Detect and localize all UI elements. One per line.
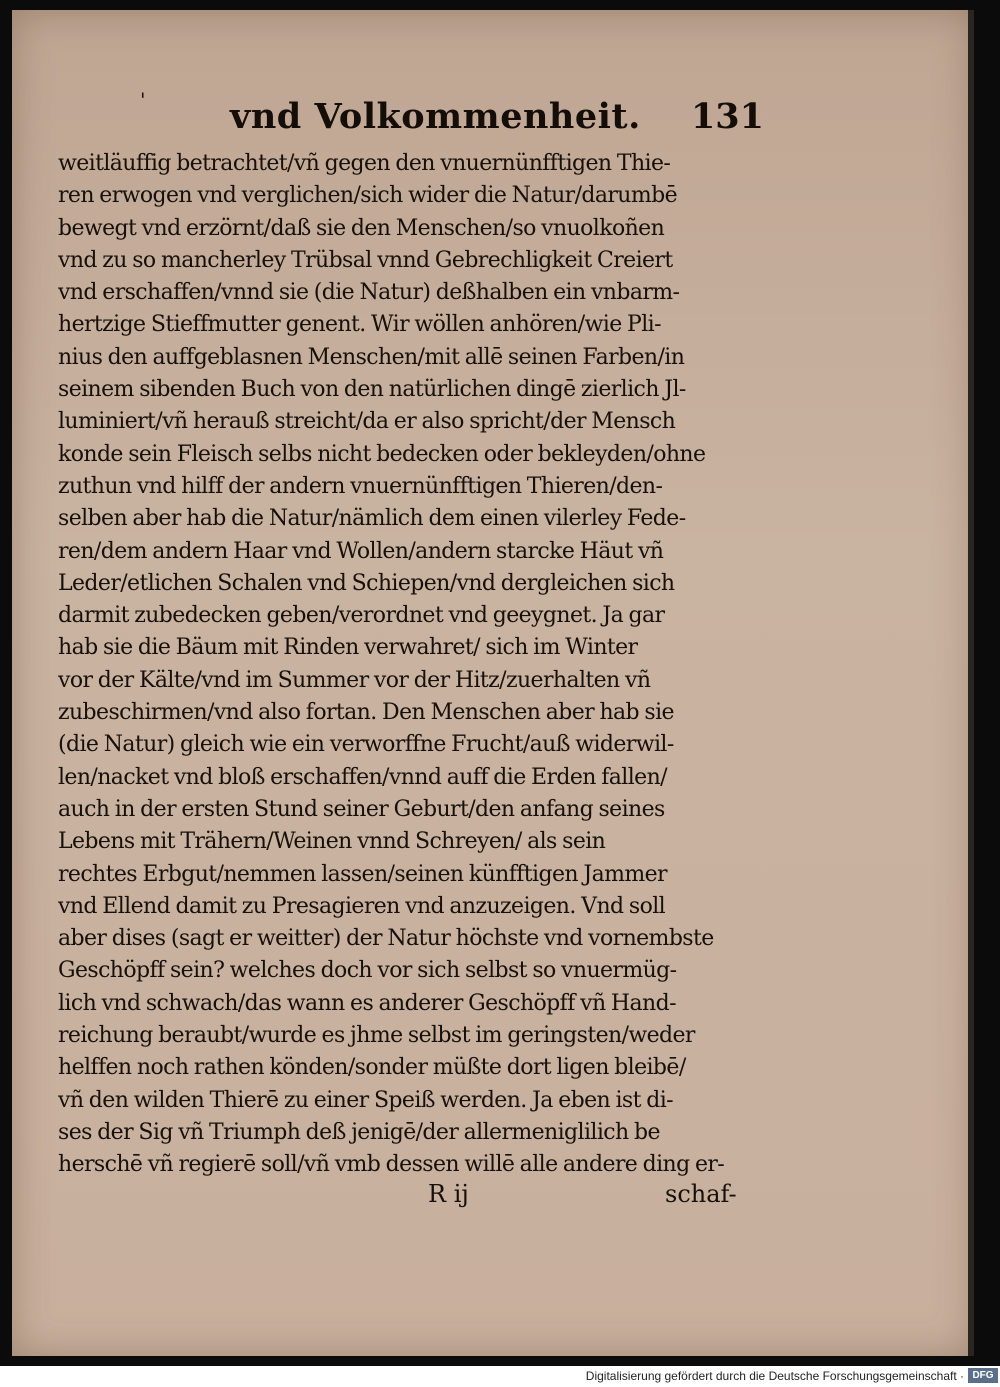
catchword: schaf-	[665, 1180, 737, 1208]
text-line: darmit zubedecken geben/verordnet vnd geeygnet. Ja gar	[58, 603, 665, 629]
text-line: konde sein Fleisch selbs nicht bedecken oder bekleyden/ohne	[58, 441, 706, 467]
text-line: vor der Kälte/vnd im Summer vor der Hitz/zuerhalten vñ	[58, 667, 651, 693]
page-number: 131	[690, 96, 764, 137]
text-line: ses der Sig vñ Triumph deß jenigē/der allermeniglilich be	[58, 1119, 660, 1145]
text-line: len/nacket vnd bloß erschaffen/vnnd auff die Erden fallen/	[58, 764, 667, 790]
text-line: hab sie die Bäum mit Rinden verwahret/ sich im Winter	[58, 635, 638, 661]
text-line: ren erwogen vnd verglichen/sich wider die Natur/darumbē	[58, 183, 678, 209]
text-line: aber dises (sagt er weitter) der Natur höchste vnd vornembste	[58, 926, 714, 952]
text-line: herschē vñ regierē soll/vñ vmb dessen willē alle andere ding er-	[58, 1152, 725, 1178]
text-line: bewegt vnd erzörnt/daß sie den Menschen/so vnuolkoñen	[58, 215, 665, 241]
text-line: (die Natur) gleich wie ein verworffne Frucht/auß widerwil-	[58, 732, 674, 758]
text-line: zubeschirmen/vnd also fortan. Den Menschen aber hab sie	[58, 700, 674, 726]
text-line: zuthun vnd hilff der andern vnuernünfftigen Thieren/den-	[58, 473, 663, 499]
text-line: Geschöpff sein? welches doch vor sich selbst so vnuermüg-	[58, 958, 677, 984]
signature-mark: R ij	[428, 1180, 469, 1208]
text-line: nius den auffgeblasnen Menschen/mit allē seinen Farben/in	[58, 344, 685, 370]
page-edge	[968, 10, 974, 1356]
text-line: rechtes Erbgut/nemmen lassen/seinen künfftigen Jammer	[58, 861, 667, 887]
text-line: luminiert/vñ herauß streicht/da er also spricht/der Mensch	[58, 409, 676, 435]
text-line: Leder/etlichen Schalen vnd Schiepen/vnd dergleichen sich	[58, 570, 675, 596]
text-line: lich vnd schwach/das wann es anderer Geschöpff vñ Hand-	[58, 990, 676, 1016]
running-title: vnd Volkommenheit.	[230, 96, 641, 137]
text-line: helffen noch rathen könden/sonder müßte dort ligen bleibē/	[58, 1055, 686, 1081]
text-line: vnd zu so mancherley Trübsal vnnd Gebrechligkeit Creiert	[58, 247, 673, 273]
text-line: ren/dem andern Haar vnd Wollen/andern starcke Häut vñ	[58, 538, 664, 564]
text-line: vnd erschaffen/vnnd sie (die Natur) deßhalben ein vnbarm-	[58, 280, 680, 306]
funding-credit: Digitalisierung gefördert durch die Deutsche Forschungsgemeinschaft ·	[585, 1369, 964, 1383]
dfg-logo: DFG	[968, 1368, 998, 1383]
text-line: selben aber hab die Natur/nämlich dem einen vilerley Fede-	[58, 506, 686, 532]
body-text	[58, 148, 744, 1182]
digitization-footer	[0, 1366, 1000, 1387]
header-mark: '	[140, 88, 146, 112]
text-line: auch in der ersten Stund seiner Geburt/den anfang seines	[58, 796, 665, 822]
text-line: weitläuffig betrachtet/vñ gegen den vnuernünfftigen Thie-	[58, 151, 671, 176]
text-line: Lebens mit Trähern/Weinen vnnd Schreyen/ als sein	[58, 829, 606, 855]
text-line: reichung beraubt/wurde es jhme selbst im geringsten/weder	[58, 1023, 695, 1049]
text-line: vñ den wilden Thierē zu einer Speiß werden. Ja eben ist di-	[58, 1087, 674, 1113]
text-line: hertzige Stieffmutter genent. Wir wöllen anhören/wie Pli-	[58, 312, 661, 338]
text-line: seinem sibenden Buch von den natürlichen dingē zierlich Jl-	[58, 377, 686, 403]
text-line: vnd Ellend damit zu Presagieren vnd anzuzeigen. Vnd soll	[58, 893, 666, 919]
